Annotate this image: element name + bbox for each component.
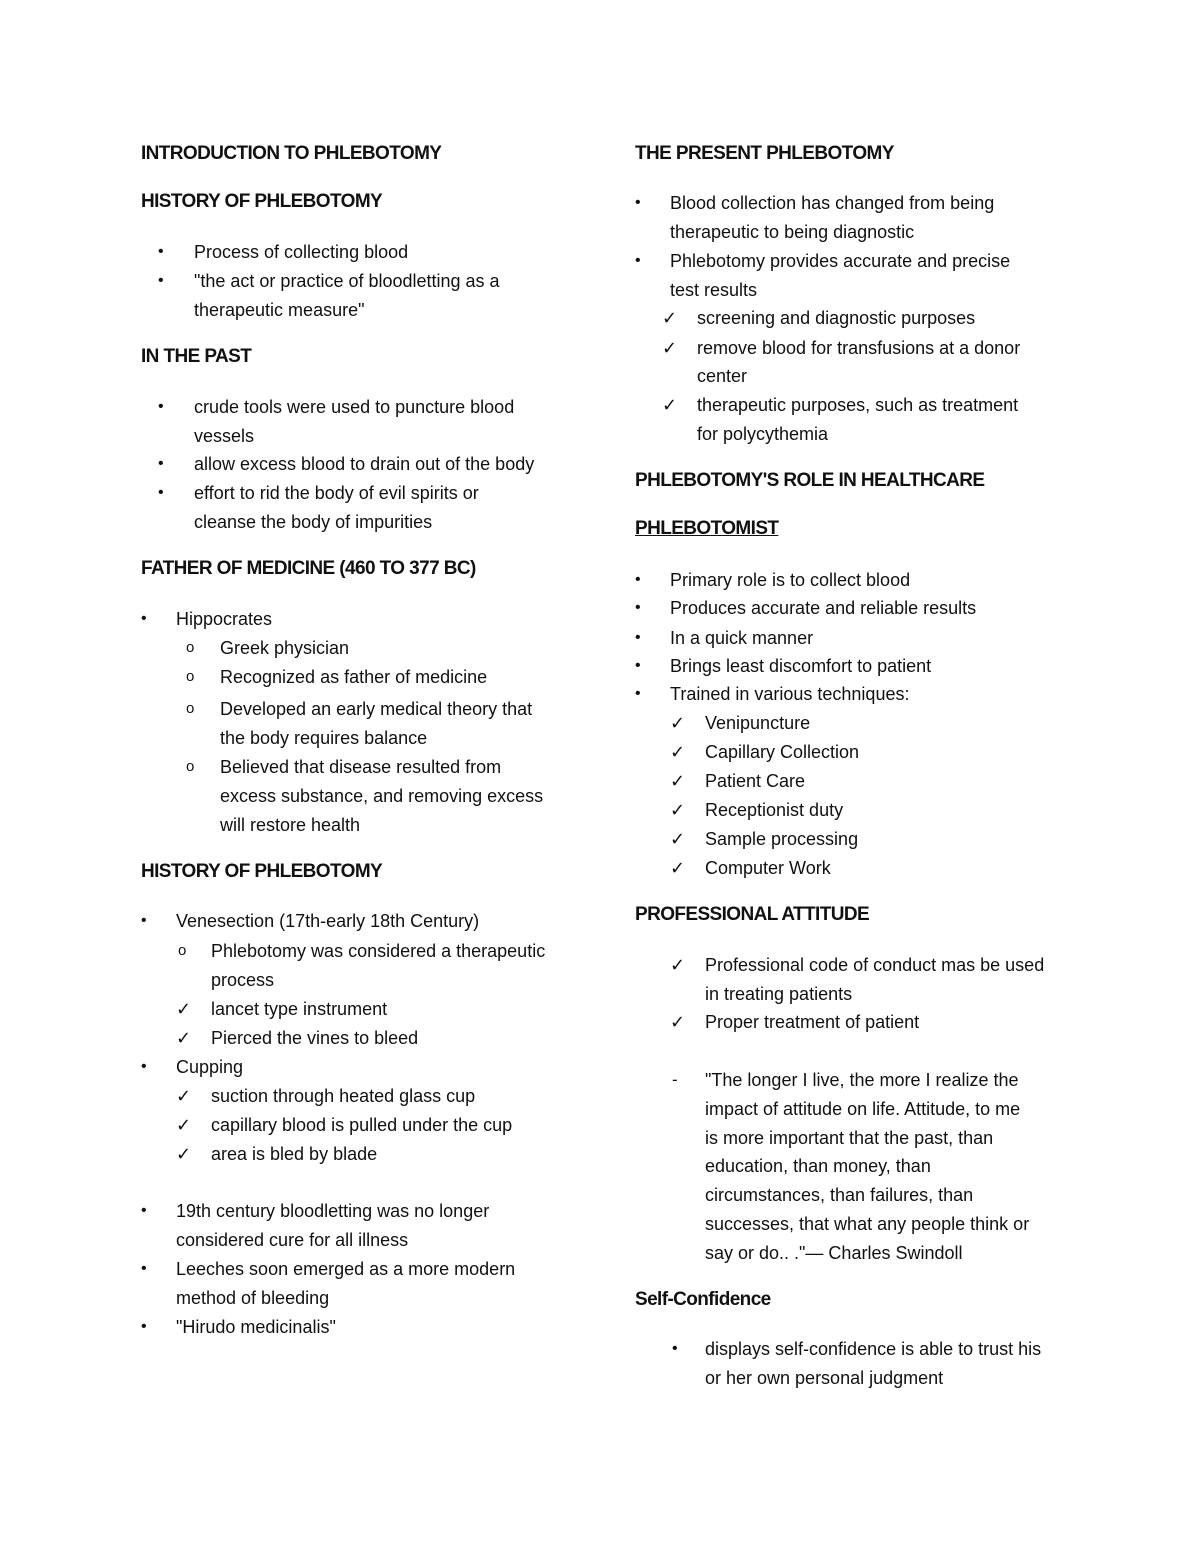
later-item: 19th century bloodletting was no longer [176, 1201, 490, 1221]
history-heading: HISTORY OF PHLEBOTOMY [141, 191, 383, 212]
bullet-marker: • [635, 657, 641, 674]
father-heading: FATHER OF MEDICINE (460 TO 377 BC) [141, 558, 476, 579]
bullet-marker: • [141, 610, 147, 627]
past-item: allow excess blood to drain out of the body [194, 454, 535, 474]
bullet-marker: • [141, 1260, 147, 1277]
check-icon: ✓ [176, 1028, 192, 1048]
present-check: screening and diagnostic purposes [697, 308, 976, 328]
bullet-marker: • [141, 1058, 147, 1075]
bullet-marker: • [158, 272, 164, 289]
venesection-subitem-continued: process [211, 970, 275, 990]
venesection-item: Venesection (17th-early 18th Century) [176, 911, 480, 931]
present-check-continued: center [697, 366, 748, 386]
quote-line: "The longer I live, the more I realize the [705, 1070, 1019, 1090]
confidence-item-continued: or her own personal judgment [705, 1368, 944, 1388]
present-item: Phlebotomy provides accurate and precise [670, 251, 1011, 271]
present-item-continued: test results [670, 280, 758, 300]
check-icon: ✓ [662, 308, 678, 328]
attitude-check: Professional code of conduct mas be used [705, 955, 1045, 975]
attitude-heading: PROFESSIONAL ATTITUDE [635, 904, 870, 925]
hippocrates-subitem: Recognized as father of medicine [220, 667, 488, 687]
past-item: crude tools were used to puncture blood [194, 397, 515, 417]
check-icon: ✓ [670, 742, 686, 762]
past-item-continued: cleanse the body of impurities [194, 512, 433, 532]
bullet-marker: • [635, 685, 641, 702]
check-icon: ✓ [176, 1086, 192, 1106]
attitude-check: Proper treatment of patient [705, 1012, 920, 1032]
circle-marker: o [178, 942, 187, 959]
technique-check: Sample processing [705, 829, 859, 849]
past-item-continued: vessels [194, 426, 255, 446]
check-icon: ✓ [176, 1144, 192, 1164]
phlebotomist-item: Produces accurate and reliable results [670, 598, 977, 618]
bullet-marker: • [635, 194, 641, 211]
bullet-marker: • [672, 1340, 678, 1357]
hippocrates-subitem: Developed an early medical theory that [220, 699, 533, 719]
bullet-marker: • [635, 252, 641, 269]
check-icon: ✓ [670, 829, 686, 849]
history2-heading: HISTORY OF PHLEBOTOMY [141, 861, 383, 882]
quote-line: impact of attitude on life. Attitude, to me [705, 1099, 1021, 1119]
technique-check: Receptionist duty [705, 800, 844, 820]
bullet-marker: • [635, 599, 641, 616]
present-check: remove blood for transfusions at a donor [697, 338, 1021, 358]
present-check: therapeutic purposes, such as treatment [697, 395, 1019, 415]
phlebotomist-item: In a quick manner [670, 628, 814, 648]
history-item: "the act or practice of bloodletting as a [194, 271, 500, 291]
hippocrates-subitem-continued: excess substance, and removing excess [220, 786, 544, 806]
venesection-check: lancet type instrument [211, 999, 388, 1019]
bullet-marker: • [141, 912, 147, 929]
check-icon: ✓ [176, 999, 192, 1019]
technique-check: Capillary Collection [705, 742, 860, 762]
check-icon: ✓ [670, 800, 686, 820]
cupping-check: capillary blood is pulled under the cup [211, 1115, 513, 1135]
history-item-continued: therapeutic measure" [194, 300, 365, 320]
present-item-continued: therapeutic to being diagnostic [670, 222, 915, 242]
venesection-subitem: Phlebotomy was considered a therapeutic [211, 941, 546, 961]
bullet-marker: • [141, 1318, 147, 1335]
confidence-heading: Self-Confidence [635, 1289, 771, 1310]
bullet-marker: • [158, 243, 164, 260]
cupping-check: area is bled by blade [211, 1144, 378, 1164]
confidence-item: displays self-confidence is able to trust his [705, 1339, 1042, 1359]
check-icon: ✓ [176, 1115, 192, 1135]
phlebotomist-item: Trained in various techniques: [670, 684, 910, 704]
present-check-continued: for polycythemia [697, 424, 829, 444]
bullet-marker: • [158, 398, 164, 415]
past-heading: IN THE PAST [141, 346, 252, 367]
past-item: effort to rid the body of evil spirits or [194, 483, 479, 503]
phlebotomist-item: Primary role is to collect blood [670, 570, 911, 590]
check-icon: ✓ [670, 771, 686, 791]
quote-line: education, than money, than [705, 1156, 931, 1176]
dash-marker: - [672, 1070, 678, 1089]
bullet-marker: • [158, 484, 164, 501]
hippocrates-subitem-continued: will restore health [220, 815, 361, 835]
check-icon: ✓ [670, 713, 686, 733]
quote-line: circumstances, than failures, than [705, 1185, 974, 1205]
bullet-marker: • [635, 571, 641, 588]
phlebotomist-heading: PHLEBOTOMIST [635, 518, 779, 539]
later-item-continued: method of bleeding [176, 1288, 330, 1308]
circle-marker: o [186, 700, 195, 717]
hippocrates-subitem: Greek physician [220, 638, 350, 658]
check-icon: ✓ [670, 955, 686, 975]
document-title: INTRODUCTION TO PHLEBOTOMY [141, 143, 442, 164]
check-icon: ✓ [662, 395, 678, 415]
circle-marker: o [186, 758, 195, 775]
technique-check: Computer Work [705, 858, 831, 878]
history-item: Process of collecting blood [194, 242, 409, 262]
hippocrates-subitem-continued: the body requires balance [220, 728, 428, 748]
present-item: Blood collection has changed from being [670, 193, 995, 213]
attitude-check-continued: in treating patients [705, 984, 853, 1004]
hippocrates-item: Hippocrates [176, 609, 273, 629]
check-icon: ✓ [670, 1012, 686, 1032]
check-icon: ✓ [670, 858, 686, 878]
bullet-marker: • [158, 455, 164, 472]
quote-line: successes, that what any people think or [705, 1214, 1030, 1234]
later-item: "Hirudo medicinalis" [176, 1317, 336, 1337]
technique-check: Patient Care [705, 771, 806, 791]
present-heading: THE PRESENT PHLEBOTOMY [635, 143, 894, 164]
role-heading: PHLEBOTOMY'S ROLE IN HEALTHCARE [635, 470, 985, 491]
quote-line: say or do.. ."— Charles Swindoll [705, 1243, 963, 1263]
cupping-item: Cupping [176, 1057, 244, 1077]
circle-marker: o [186, 639, 195, 656]
quote-line: is more important that the past, than [705, 1128, 994, 1148]
hippocrates-subitem: Believed that disease resulted from [220, 757, 502, 777]
venesection-check: Pierced the vines to bleed [211, 1028, 419, 1048]
bullet-marker: • [635, 629, 641, 646]
circle-marker: o [186, 668, 195, 685]
technique-check: Venipuncture [705, 713, 811, 733]
phlebotomist-item: Brings least discomfort to patient [670, 656, 932, 676]
cupping-check: suction through heated glass cup [211, 1086, 476, 1106]
bullet-marker: • [141, 1202, 147, 1219]
later-item: Leeches soon emerged as a more modern [176, 1259, 516, 1279]
later-item-continued: considered cure for all illness [176, 1230, 409, 1250]
check-icon: ✓ [662, 338, 678, 358]
